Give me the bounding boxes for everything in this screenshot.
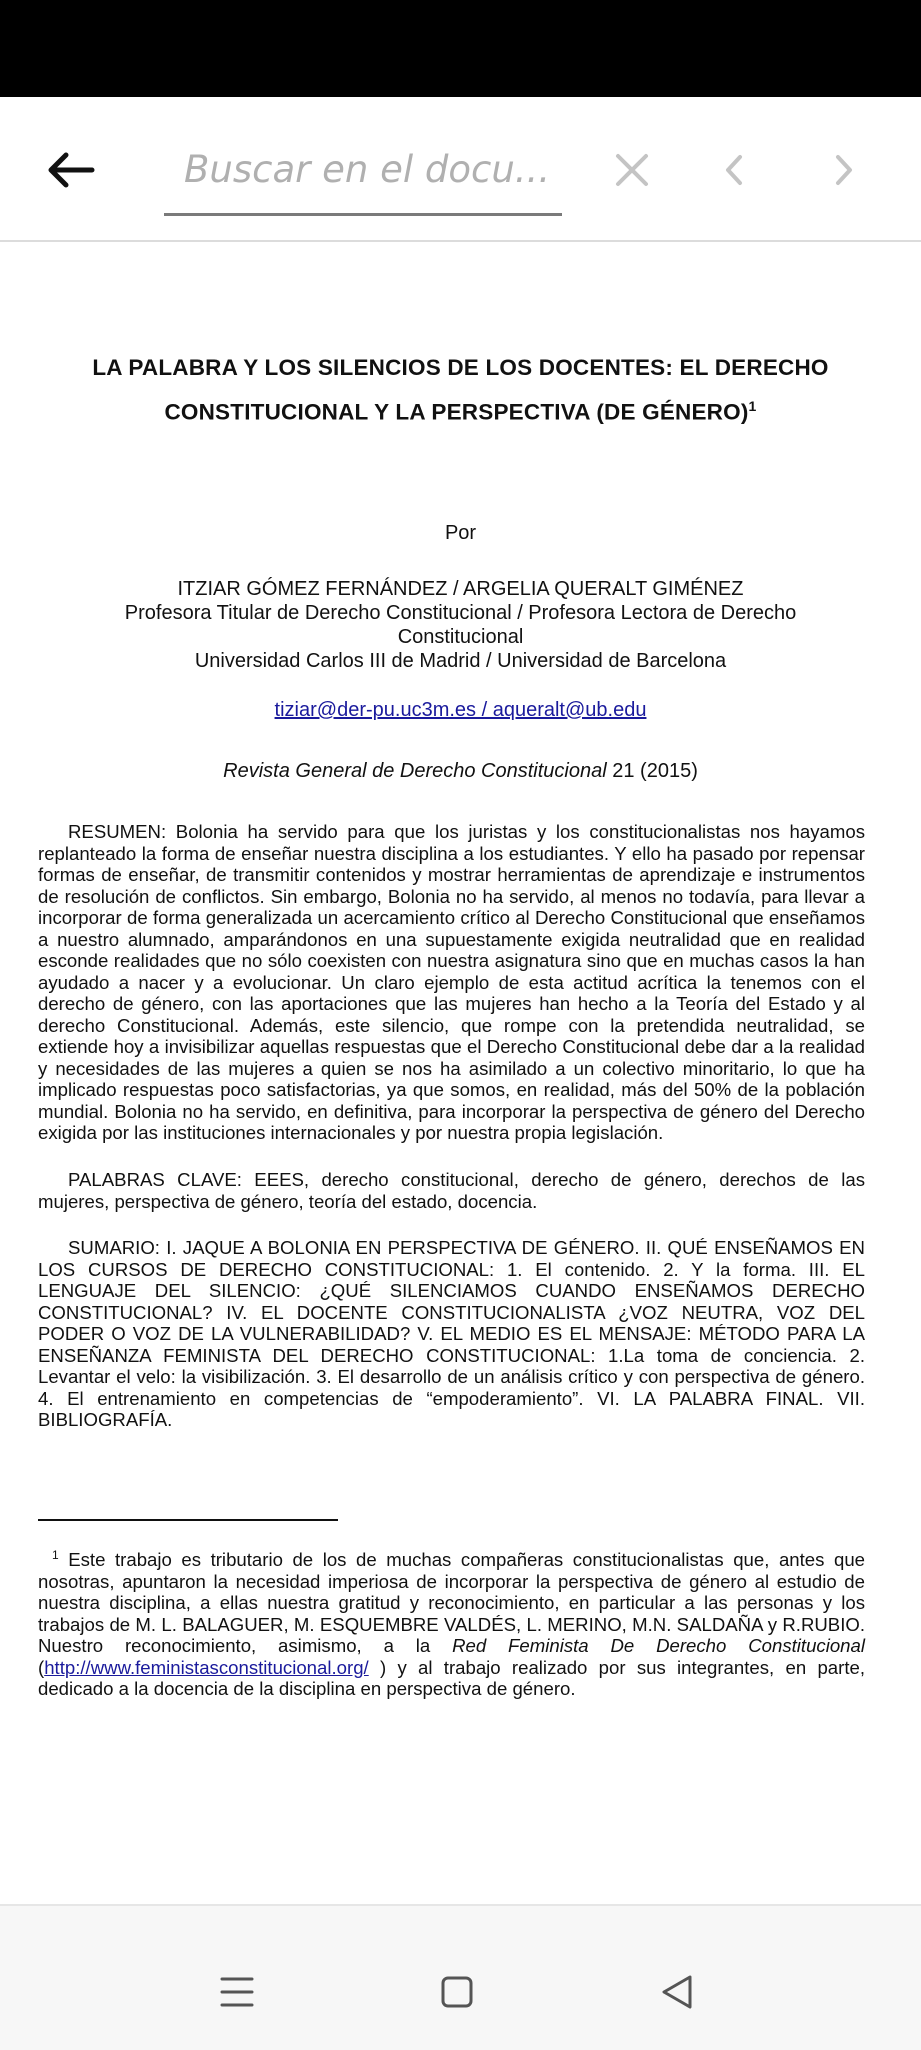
search-input[interactable] <box>164 133 562 205</box>
close-icon <box>615 153 649 187</box>
next-result-button[interactable] <box>814 140 874 200</box>
journal-name: Revista General de Derecho Constitucional <box>223 760 607 782</box>
footnote-text-a: Este trabajo es tributario de los de muchas compañeras constitucionalistas que, antes que nosotras, apuntaron la necesidad imperiosa de incorporar la perspectiva de género al estudio de nuestra disciplina, a ellas nuestra gratitud y reconocimiento, en particular a las personas y los trabajos de M. L. BALAGUER, M. ESQUEMBRE VALDÉS, L. MERINO, M.N. SALDAÑA y R.RUBIO. Nuestro reconocimiento, asimismo, a la <box>38 1549 865 1657</box>
chevron-right-icon <box>832 153 856 187</box>
author-email-link[interactable]: tiziar@der-pu.uc3m.es / aqueralt@ub.edu <box>274 699 647 721</box>
byline-por: Por <box>444 522 477 544</box>
previous-result-button[interactable] <box>704 140 764 200</box>
search-field[interactable] <box>164 133 562 216</box>
arrow-left-icon <box>46 150 96 190</box>
status-bar <box>0 0 921 97</box>
journal-citation <box>60 759 861 783</box>
menu-icon <box>220 1976 254 2008</box>
nav-back-button[interactable] <box>653 1968 701 2016</box>
footnote-separator <box>38 1519 338 1521</box>
footnote-italic: Red Feminista De Derecho Constitucional <box>452 1635 865 1657</box>
keywords: PALABRAS CLAVE: EEES, derecho constitucional, derecho de género, derechos de las mujeres, perspectiva de género, teoría del estado, docencia. <box>38 1169 865 1212</box>
email-line <box>60 698 861 722</box>
nav-home-button[interactable] <box>433 1968 481 2016</box>
summary-sumario: SUMARIO: I. JAQUE A BOLONIA EN PERSPECTIVA DE GÉNERO. II. QUÉ ENSEÑAMOS EN LOS CURSOS DE DERECHO CONSTITUCIONAL: 1. El contenido. 2. Y la forma. III. EL LENGUAJE DEL SILENCIO: ¿QUÉ SILENCIAMOS CUANDO ENSEÑAMOS DERECHO CONSTITUCIONAL? IV. EL DOCENTE CONSTITUCIONALISTA ¿VOZ NEUTRA, VOZ DEL PODER O VOZ DE LA VULNERABILIDAD? V. EL MEDIO ES EL MENSAJE: MÉTODO PARA LA ENSEÑANZA FEMINISTA DEL DERECHO CONSTITUCIONAL: 1.La toma de conciencia. 2. Levantar el velo: la visibilización. 3. El desarrollo de un análisis crítico y con perspectiva de género. 4. El entrenamiento en competencias de “empoderamiento”. VI. LA PALABRA FINAL. VII. BIBLIOGRAFÍA. <box>38 1237 865 1430</box>
journal-issue: 21 (2015) <box>606 760 698 782</box>
author-positions: Profesora Titular de Derecho Constitucional / Profesora Lectora de Derecho Constitucional <box>124 602 797 648</box>
nav-recents-button[interactable] <box>213 1968 261 2016</box>
footnote-link[interactable]: http://www.feministasconstitucional.org/ <box>44 1656 369 1678</box>
footnote-text-b: ( <box>38 1656 45 1678</box>
clear-search-button[interactable] <box>602 140 662 200</box>
square-icon <box>440 1975 474 2009</box>
footnote-text-c: ) y al trabajo realizado por sus integrantes, en parte, dedicado a la docencia de la disciplina en perspectiva de género. <box>38 1656 865 1700</box>
author-universities: Universidad Carlos III de Madrid / Universidad de Barcelona <box>194 650 727 672</box>
footnote-mark: 1 <box>52 1548 59 1562</box>
title-footnote-mark[interactable]: 1 <box>748 398 757 414</box>
abstract-resumen: RESUMEN: Bolonia ha servido para que los juristas y los constitucionalistas nos hayamos replanteado la forma de enseñar nuestra disciplina a los estudiantes. Y ello ha pasado por repensar formas de enseñar, de transmitir contenidos y mostrar herramientas de aprendizaje e instrumentos de resolución de conflictos. Sin embargo, Bolonia no ha servido, al menos no todavía, para llevar a incorporar de forma generalizada un acercamiento crítico al Derecho Constitucional que enseñamos a nuestro alumnado, amparándonos en una supuestamente exigida neutralidad que en realidad esconde realidades que no sólo coexisten con nuestra asignatura sino que en muchas casos la han ayudado a nacer y a evolucionar. Un claro ejemplo de esta actitud acrítica la tenemos con el derecho de género, con las aportaciones que las mujeres han hecho a la Teoría del Estado y al derecho Constitucional. Además, este silencio, que rompe con la pretendida neutralidad, se extiende hoy a invisibilizar aquellas respuestas que el Derecho Constitucional debe dar a la realidad y necesidades de las mujeres a quien se nos ha asimilado a un colectivo minoritario, lo que ha implicado respuestas poco satisfactorias, ya que somos, en realidad, más del 50% de la población mundial. Bolonia no ha servido, en definitiva, para incorporar la perspectiva de género del Derecho exigida por las instituciones internacionales y por nuestra propia legislación. <box>38 821 865 1143</box>
authors: ITZIAR GÓMEZ FERNÁNDEZ / ARGELIA QUERALT GIMÉNEZ <box>177 578 744 600</box>
triangle-back-icon <box>660 1974 694 2010</box>
back-button[interactable] <box>40 140 102 200</box>
chevron-left-icon <box>722 153 746 187</box>
title-line-2 <box>40 387 881 432</box>
document-title <box>40 348 881 432</box>
footnote-1 <box>38 1545 865 1700</box>
title-line-2-text: CONSTITUCIONAL Y LA PERSPECTIVA (DE GÉNERO) <box>164 399 749 425</box>
title-line-1: LA PALABRA Y LOS SILENCIOS DE LOS DOCENTES: EL DERECHO <box>92 355 829 380</box>
